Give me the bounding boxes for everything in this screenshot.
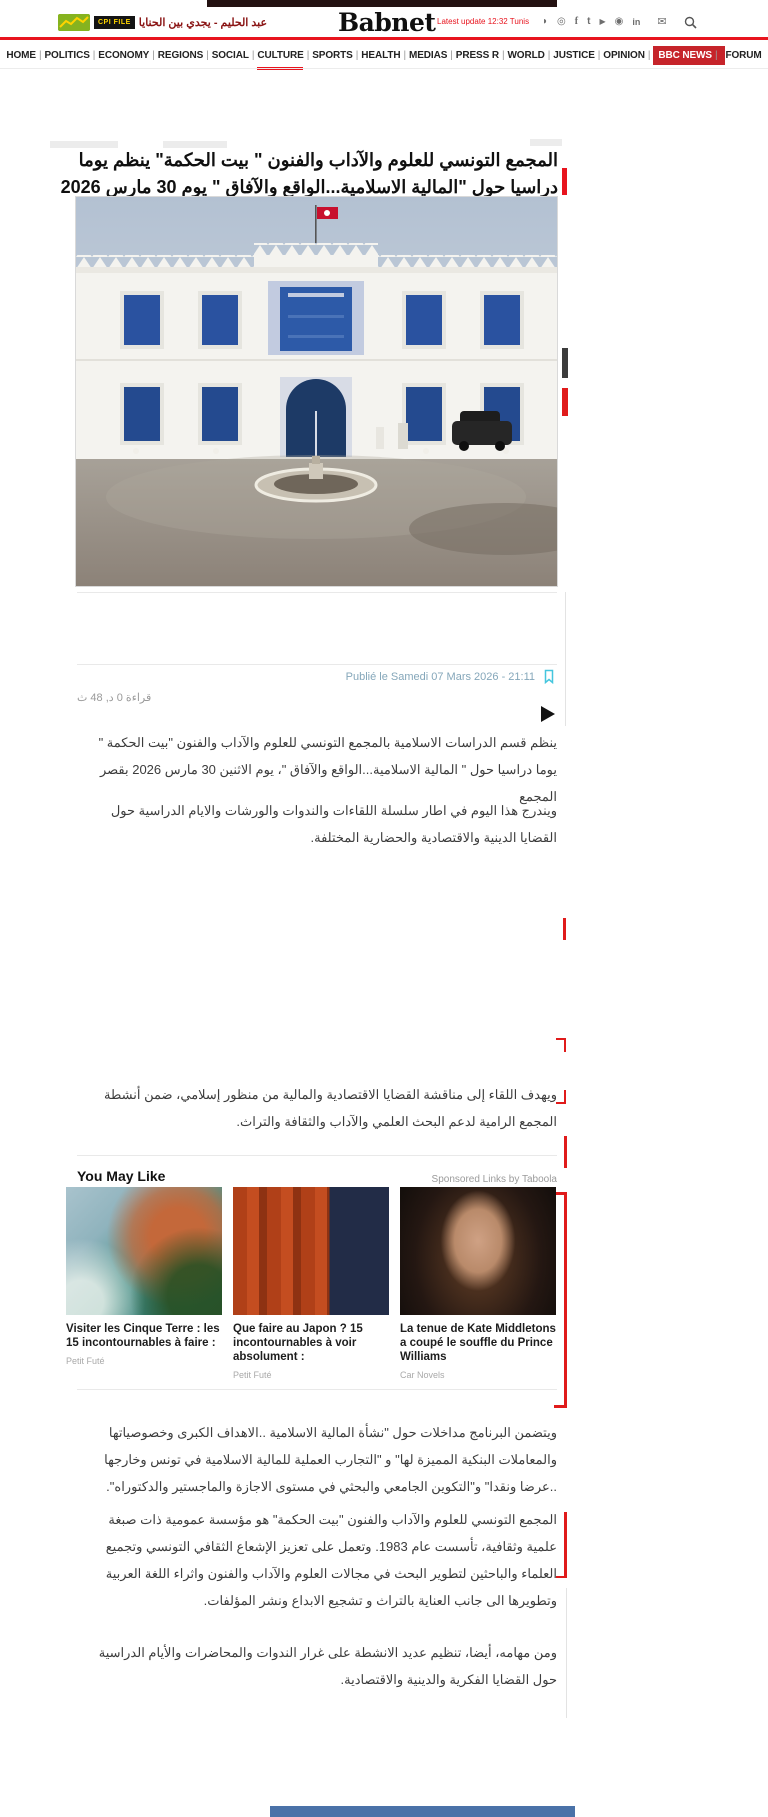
card-source: Car Novels bbox=[400, 1370, 445, 1380]
sponsored-card-japan[interactable] bbox=[233, 1187, 389, 1380]
nav-hairline bbox=[0, 68, 768, 69]
divider bbox=[77, 1155, 557, 1156]
title-accent-bar bbox=[562, 168, 567, 195]
ad-frame-fragment bbox=[556, 1576, 567, 1578]
ad-frame-fragment bbox=[564, 1192, 567, 1408]
article-paragraph: ويندرج هذا اليوم في اطار سلسلة اللقاءات والندوات والورشات والايام الدراسية حول القضايا الدينية والاقتصادية والحضارية المختلفة. bbox=[110, 803, 557, 845]
column-divider bbox=[566, 1588, 567, 1718]
nav-item-press[interactable]: PRESS R | bbox=[456, 50, 508, 61]
instagram-icon[interactable] bbox=[615, 14, 624, 30]
nav-item-justice[interactable]: JUSTICE | bbox=[553, 50, 603, 61]
top-ad-strip bbox=[207, 0, 557, 7]
ad-frame-fragment bbox=[554, 1405, 567, 1408]
card-image-cinque-terre bbox=[66, 1187, 222, 1315]
divider bbox=[77, 664, 557, 665]
card-image-japan-temple bbox=[233, 1187, 389, 1315]
main-nav bbox=[0, 45, 768, 65]
nav-item-economy[interactable]: ECONOMY | bbox=[98, 50, 157, 61]
twitter-icon[interactable] bbox=[587, 14, 590, 30]
social-icons-row bbox=[542, 14, 697, 30]
divider bbox=[77, 1389, 557, 1390]
article-paragraph: ينظم قسم الدراسات الاسلامية بالمجمع التونسي للعلوم والآداب والفنون "بيت الحكمة " يوما دراسيا حول " المالية الاسلامية...الواقع والآفاق "، يوم الاثنين 30 مارس 2026 بقصر المجمع bbox=[98, 735, 557, 804]
ad-frame-fragment bbox=[564, 1038, 566, 1052]
ad-frame-fragment bbox=[564, 1136, 567, 1168]
youtube-icon[interactable] bbox=[599, 14, 605, 30]
nav-item-politics[interactable]: POLITICS | bbox=[44, 50, 98, 61]
bookmark-icon[interactable] bbox=[543, 669, 555, 684]
ad-frame-fragment bbox=[564, 1512, 567, 1578]
rss-icon[interactable] bbox=[542, 14, 548, 30]
ad-badge: CPI FILE bbox=[94, 16, 135, 29]
ad-arabic-text: عبد الحليم - يجدي بين الحنايا bbox=[138, 16, 268, 29]
threads-icon[interactable] bbox=[557, 14, 566, 30]
nav-item-world[interactable]: WORLD | bbox=[507, 50, 553, 61]
article-paragraph: ومن مهامه، أيضا، تنظيم عديد الانشطة على غرار الندوات والمحاضرات والأيام الدراسية حول القضايا الفكرية والدينية والاقتصادية. bbox=[98, 1645, 557, 1687]
nav-item-sports[interactable]: SPORTS | bbox=[312, 50, 361, 61]
sponsored-cards bbox=[66, 1187, 557, 1380]
nav-item-culture[interactable]: CULTURE | bbox=[257, 50, 312, 61]
nav-item-social[interactable]: SOCIAL | bbox=[212, 50, 258, 61]
article-photo-palace bbox=[76, 197, 557, 586]
sponsored-card-cinque-terre[interactable] bbox=[66, 1187, 222, 1380]
column-divider bbox=[565, 592, 566, 726]
nav-item-opinion[interactable]: OPINION | bbox=[603, 50, 653, 61]
card-title: Visiter les Cinque Terre : les 15 incontournables à faire : bbox=[66, 1323, 220, 1349]
nav-item-home[interactable]: HOME | bbox=[6, 50, 44, 61]
sponsored-by-taboola-link[interactable]: Sponsored Links by Taboola bbox=[431, 1174, 557, 1185]
card-source: Petit Futé bbox=[66, 1356, 105, 1366]
card-source: Petit Futé bbox=[233, 1370, 272, 1380]
card-title: La tenue de Kate Middletons a coupé le souffle du Prince Williams bbox=[400, 1323, 556, 1363]
footer-top-edge bbox=[270, 1806, 575, 1817]
article-paragraph: ويتضمن البرنامج مداخلات حول "نشأة المالية الاسلامية ..الاهداف الكبرى وخصوصياتها والمعاملات البنكية المميزة لها" و "التجارب العملية للمالية الاسلامية في تونس وخارجها ..عرضا ونقدا" و"التكوين الجامعي والبحثي في مستوى الاجازة والماجستير والدكتوراه". bbox=[104, 1425, 557, 1494]
email-icon[interactable] bbox=[657, 14, 666, 31]
nav-item-regions[interactable]: REGIONS | bbox=[158, 50, 212, 61]
linkedin-icon[interactable] bbox=[632, 14, 640, 31]
divider bbox=[77, 592, 557, 593]
article-paragraph: المجمع التونسي للعلوم والآداب والفنون "بيت الحكمة" هو مؤسسة عمومية ذات صبغة علمية وثقافية، تأسست عام 1983. وتعمل على تعزيز الإشعاع الثقافي التونسي وتجميع العلماء والباحثين لتطوير البحث في مجالات العلوم والآداب والفنون واثراء اللغة العربية وتطويرها الى جانب العناية بالتراث و تشجيع الابداع ونشر المؤلفات. bbox=[105, 1512, 557, 1608]
play-audio-button[interactable] bbox=[541, 706, 555, 722]
share-widget-dark[interactable] bbox=[562, 348, 568, 378]
article-paragraph: ويهدف اللقاء إلى مناقشة القضايا الاقتصادية والمالية من منظور إسلامي، ضمن أنشطة المجمع الرامية لدعم البحث العلمي والآداب والثقافة والتراث. bbox=[104, 1087, 557, 1129]
header-red-rule bbox=[0, 37, 768, 40]
you-may-like-header: You May Like bbox=[77, 1168, 166, 1184]
sponsored-card-kate[interactable] bbox=[400, 1187, 556, 1380]
search-icon[interactable] bbox=[684, 16, 697, 29]
ad-frame-fragment bbox=[556, 1102, 566, 1104]
publish-date: Publié le Samedi 07 Mars 2026 - 21:11 bbox=[345, 671, 535, 683]
header-ad-banner[interactable] bbox=[58, 12, 273, 32]
ad-frame-fragment bbox=[563, 918, 566, 940]
ad-chart-icon bbox=[58, 14, 90, 31]
babnet-logo[interactable]: Babnet bbox=[338, 8, 436, 37]
share-widget-red[interactable] bbox=[562, 388, 568, 416]
nav-item-forum[interactable]: FORUM bbox=[725, 49, 762, 61]
read-time: قراءة 0 د, 48 ث bbox=[77, 692, 152, 704]
article-title: المجمع التونسي للعلوم والآداب والفنون " بيت الحكمة" ينظم يوما دراسيا حول "المالية الاسلامية...الواقع والآفاق " يوم 30 مارس 2026 bbox=[60, 150, 558, 197]
nav-item-bbc-news[interactable]: BBC NEWS | bbox=[653, 46, 725, 65]
breadcrumb-placeholder bbox=[530, 139, 562, 146]
card-title: Que faire au Japon ? 15 incontournables à voir absolument : bbox=[233, 1323, 363, 1363]
latest-update-label: Latest update 12:32 Tunis bbox=[437, 17, 530, 26]
nav-item-health[interactable]: HEALTH | bbox=[361, 50, 409, 61]
card-image-kate-middleton bbox=[400, 1187, 556, 1315]
nav-item-medias[interactable]: MEDIAS | bbox=[409, 50, 456, 61]
facebook-icon[interactable] bbox=[575, 14, 578, 30]
